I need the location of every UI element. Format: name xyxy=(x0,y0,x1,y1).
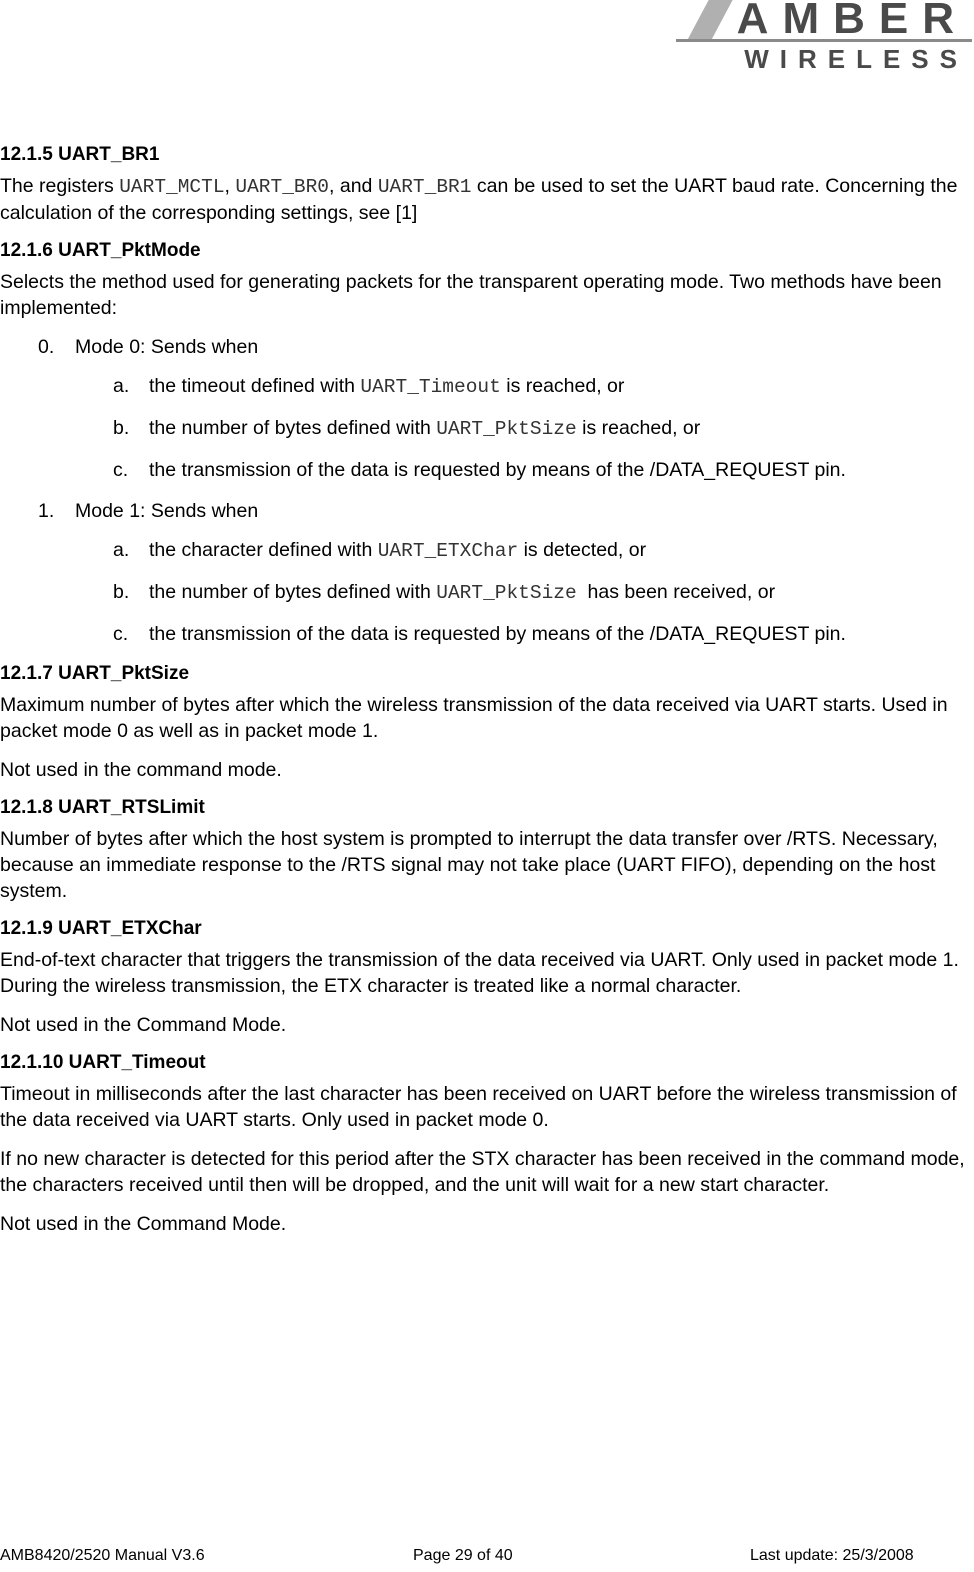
text-run: the timeout defined with xyxy=(149,375,361,397)
paragraph: Maximum number of bytes after which the wireless transmission of the data received via UART starts. Used in packet mode 0 as well as in packet mode 1. xyxy=(0,694,948,742)
code-term: UART_MCTL xyxy=(119,176,225,198)
paragraph: Timeout in milliseconds after the last character has been received on UART before the wireless transmission of the data received via UART starts. Only used in packet mode 0. xyxy=(0,1083,957,1131)
code-term: UART_Timeout xyxy=(360,376,501,398)
sub-item xyxy=(0,457,974,483)
paragraph: Not used in the Command Mode. xyxy=(0,1014,287,1036)
section-heading: 12.1.6 UART_PktMode xyxy=(0,240,201,261)
amber-wireless-logo xyxy=(676,0,972,76)
code-term: UART_BR0 xyxy=(235,176,330,198)
footer-last-update: Last update: 25/3/2008 xyxy=(750,1547,914,1564)
sub-item xyxy=(0,415,974,442)
list-marker: 0. xyxy=(38,336,55,358)
paragraph: If no new character is detected for this period after the STX character has been received in the command mode, the characters received until then will be dropped, and the unit will wait for a new start character. xyxy=(0,1148,965,1196)
list-marker: c. xyxy=(113,623,129,645)
text-run: is reached, or xyxy=(576,417,701,439)
code-term: UART_PktSize xyxy=(436,418,577,440)
text-run: the character defined with xyxy=(149,539,378,561)
section-uart-etxchar xyxy=(0,917,974,1038)
text-run: the number of bytes defined with xyxy=(149,417,437,439)
section-heading: 12.1.8 UART_RTSLimit xyxy=(0,797,205,818)
list-marker: a. xyxy=(113,375,130,397)
section-heading: 12.1.7 UART_PktSize xyxy=(0,663,190,684)
logo-wireless-text: WIRELESS xyxy=(744,44,968,74)
section-uart-br1 xyxy=(0,143,974,226)
list-marker: b. xyxy=(113,417,130,439)
text-run: the transmission of the data is requested by means of the /DATA_REQUEST pin. xyxy=(149,459,846,481)
section-uart-rtslimit xyxy=(0,796,974,904)
list-item-text: Mode 1: Sends when xyxy=(75,500,259,522)
sub-item xyxy=(0,579,974,606)
sub-item xyxy=(0,621,974,647)
text-run: the transmission of the data is requested by means of the /DATA_REQUEST pin. xyxy=(149,623,846,645)
code-term: UART_PktSize xyxy=(436,582,577,604)
section-heading: 12.1.10 UART_Timeout xyxy=(0,1052,206,1073)
code-term: UART_ETXChar xyxy=(377,540,519,562)
list-marker: b. xyxy=(113,581,130,603)
text-run: is detected, or xyxy=(518,539,647,561)
section-uart-pktsize xyxy=(0,662,974,783)
paragraph: Number of bytes after which the host system is prompted to interrupt the data transfer over /RTS. Necessary, because an immediate response to the /RTS signal may not take place (UART FIFO), depending on the host system. xyxy=(0,828,938,902)
text-run: is reached, or xyxy=(500,375,625,397)
list-marker: a. xyxy=(113,539,130,561)
document-body xyxy=(0,143,974,1250)
logo-amber-text: AMBER xyxy=(736,0,968,43)
logo-slash-shape xyxy=(687,0,732,40)
code-term: UART_BR1 xyxy=(377,176,472,198)
list-marker: c. xyxy=(113,459,129,481)
text-run: can be used to set the UART baud rate. Concerning the calculation of the corresponding settings, see [1] xyxy=(0,175,958,224)
paragraph xyxy=(0,173,974,226)
paragraph: End-of-text character that triggers the transmission of the data received via UART. Only used in packet mode 1. During the wireless transmission, the ETX character is treated like a normal character. xyxy=(0,949,959,997)
paragraph: Not used in the command mode. xyxy=(0,759,282,781)
paragraph: Selects the method used for generating packets for the transparent operating mode. Two methods have been implemented: xyxy=(0,271,942,319)
section-uart-pktmode xyxy=(0,239,974,647)
section-uart-timeout xyxy=(0,1051,974,1237)
sub-item xyxy=(0,537,974,564)
paragraph: Not used in the Command Mode. xyxy=(0,1213,287,1235)
text-run: , and xyxy=(329,175,378,197)
section-heading: 12.1.5 UART_BR1 xyxy=(0,144,160,165)
sub-item xyxy=(0,373,974,400)
text-run: the number of bytes defined with xyxy=(149,581,437,603)
footer-page-number: Page 29 of 40 xyxy=(413,1547,513,1564)
section-heading: 12.1.9 UART_ETXChar xyxy=(0,918,202,939)
footer-manual-version: AMB8420/2520 Manual V3.6 xyxy=(0,1547,205,1564)
list-item-mode0 xyxy=(0,334,974,360)
text-run: , xyxy=(224,175,236,197)
list-item-text: Mode 0: Sends when xyxy=(75,336,259,358)
text-run: The registers xyxy=(0,175,120,197)
list-marker: 1. xyxy=(38,500,55,522)
text-run: has been received, or xyxy=(576,581,776,603)
list-item-mode1 xyxy=(0,498,974,524)
